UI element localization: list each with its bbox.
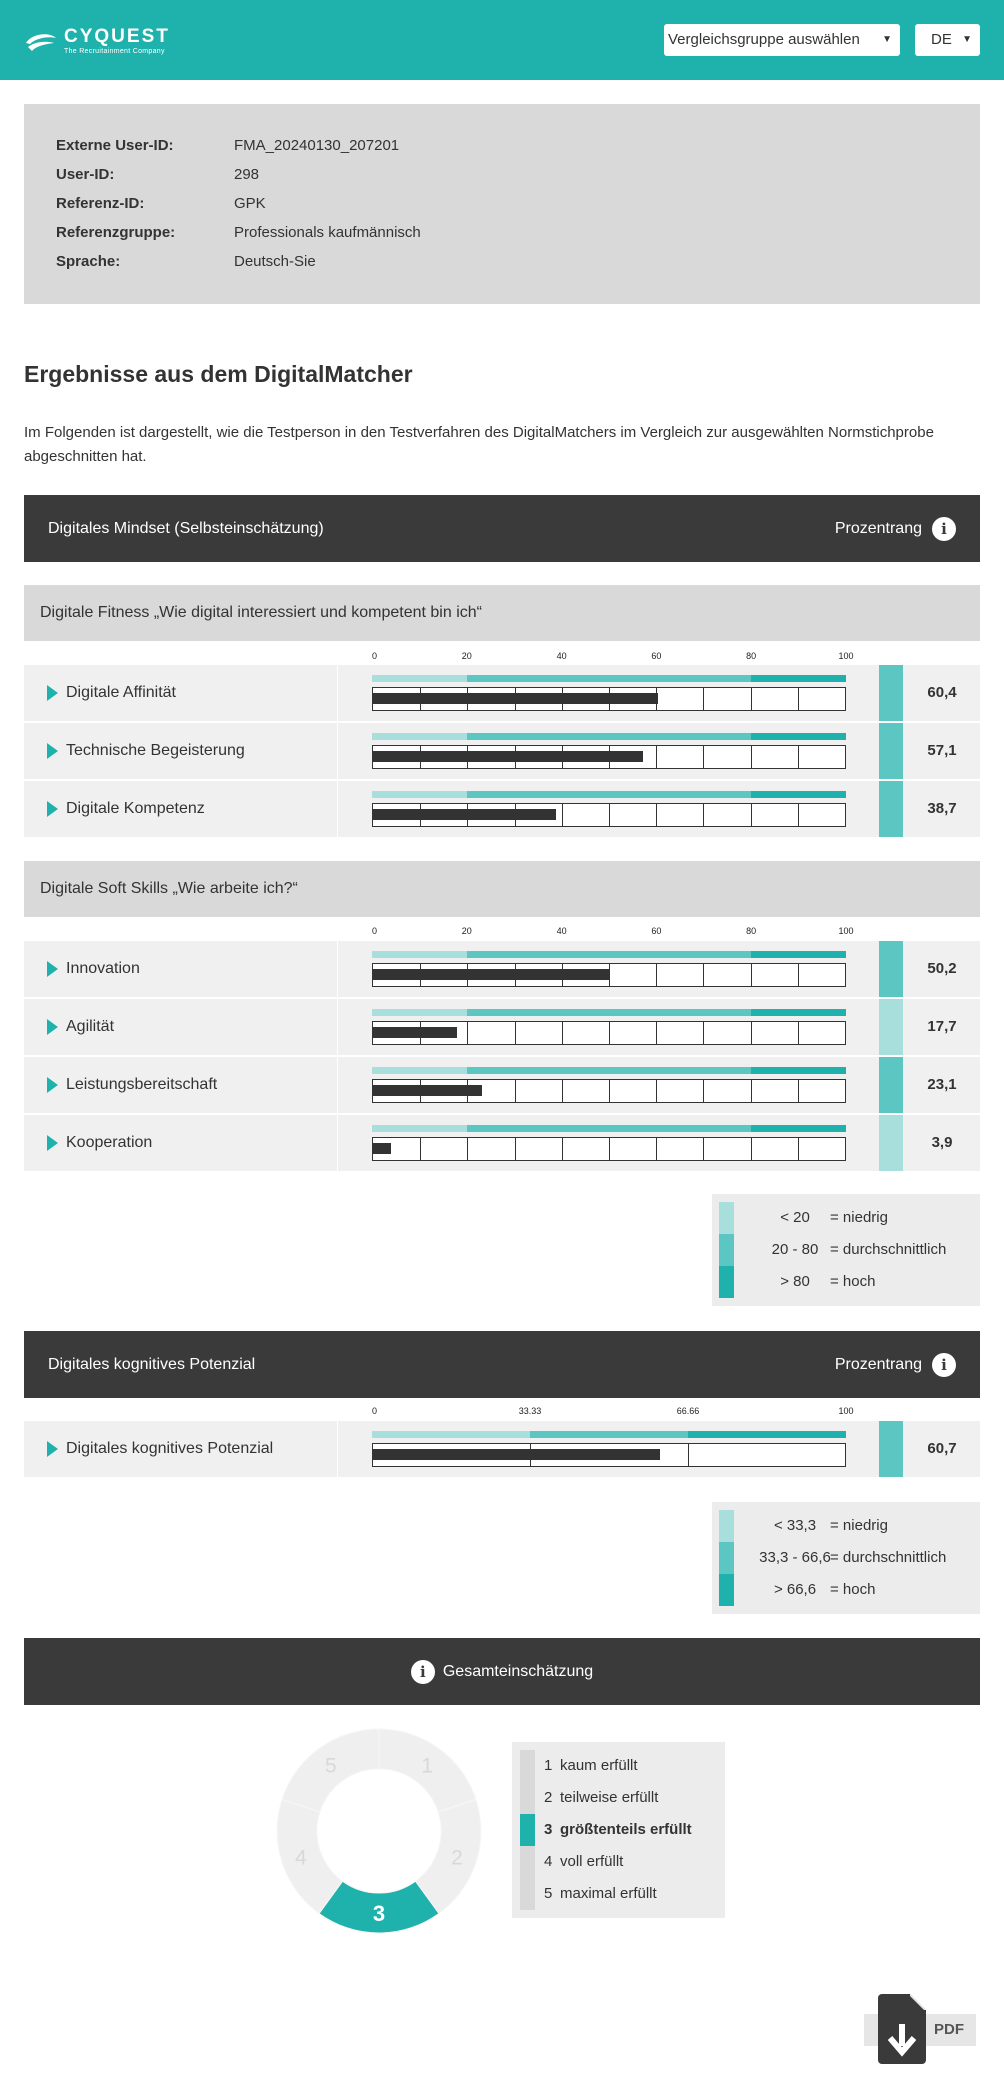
expand-arrow-icon[interactable] — [47, 1441, 58, 1457]
info-key: Sprache: — [56, 253, 121, 270]
expand-arrow-icon[interactable] — [47, 1135, 58, 1151]
legend-range: < 33,3 — [773, 1517, 817, 1534]
percentile-grid — [372, 745, 846, 769]
range-band-low — [372, 791, 467, 798]
grid-line — [562, 804, 563, 826]
percentile-score: 60,7 — [904, 1421, 980, 1477]
axis-tick-label: 60 — [651, 651, 662, 661]
language-select-value: DE — [931, 31, 952, 48]
grid-line — [703, 964, 704, 986]
percentile-score: 57,1 — [904, 723, 980, 779]
percentile-bar-chart — [372, 1009, 846, 1045]
cyquest-logo[interactable] — [24, 27, 170, 56]
grid-line — [562, 1022, 563, 1044]
intro-text: Im Folgenden ist dargestellt, wie die Testperson in den Testverfahren des DigitalMatchers im Vergleich zur ausgewählten Normstichprobe abgeschnitten hat. — [24, 424, 934, 465]
score-band-indicator — [879, 665, 903, 721]
rating-scale-item — [520, 1878, 725, 1910]
grid-line — [703, 1022, 704, 1044]
grid-line — [798, 1080, 799, 1102]
expand-arrow-icon[interactable] — [47, 1019, 58, 1035]
rating-indicator — [520, 1846, 535, 1878]
grid-line — [751, 746, 752, 768]
subsection-header-soft-skills: Digitale Soft Skills „Wie arbeite ich?“ — [24, 861, 980, 917]
cognitive-legend — [712, 1502, 980, 1614]
legend-row — [712, 1510, 980, 1542]
percentile-bar-chart — [372, 675, 846, 711]
rating-label: maximal erfüllt — [560, 1885, 657, 1902]
percentile-grid — [372, 963, 846, 987]
axis-tick-label: 80 — [746, 651, 757, 661]
expand-arrow-icon[interactable] — [47, 801, 58, 817]
range-band-high — [751, 791, 846, 798]
percentile-label: Prozentrang — [834, 1356, 922, 1373]
grid-line — [515, 1080, 516, 1102]
rating-number: 1 — [544, 1757, 553, 1774]
range-band-mid — [467, 1009, 751, 1016]
expand-arrow-icon[interactable] — [47, 685, 58, 701]
logo-name: CYQUEST — [64, 26, 170, 47]
legend-swatch — [719, 1574, 734, 1606]
grid-line — [467, 1022, 468, 1044]
top-header — [0, 0, 1004, 80]
axis-tick-label: 33.33 — [518, 1406, 542, 1416]
range-band-mid — [467, 1125, 751, 1132]
rating-number: 3 — [544, 1821, 553, 1838]
logo-icon — [24, 30, 58, 54]
legend-range: 20 - 80 — [771, 1241, 819, 1258]
result-label-cell[interactable] — [24, 781, 338, 837]
info-key: User-ID: — [56, 166, 115, 183]
percentile-score: 3,9 — [904, 1115, 980, 1171]
grid-line — [656, 1080, 657, 1102]
grid-line — [656, 964, 657, 986]
legend-row — [712, 1542, 980, 1574]
rating-scale — [512, 1742, 725, 1918]
result-row[interactable] — [24, 1115, 980, 1171]
grid-line — [703, 1138, 704, 1160]
range-band-mid — [467, 1067, 751, 1074]
section-title: Digitales Mindset (Selbsteinschätzung) — [48, 520, 324, 537]
legend-row — [712, 1202, 980, 1234]
percentile-bar-chart — [372, 951, 846, 987]
pdf-download-button[interactable] — [864, 1994, 978, 2064]
rating-scale-item — [520, 1846, 725, 1878]
result-label-cell[interactable] — [24, 941, 338, 997]
legend-description: = hoch — [830, 1581, 876, 1598]
score-band-indicator — [879, 941, 903, 997]
grid-line — [798, 1138, 799, 1160]
legend-row — [712, 1266, 980, 1298]
result-row[interactable] — [24, 941, 980, 997]
legend-row — [712, 1234, 980, 1266]
legend-range: < 20 — [780, 1209, 810, 1226]
axis-tick-label: 40 — [556, 651, 567, 661]
result-label: Digitale Affinität — [66, 684, 176, 701]
range-band-mid — [467, 791, 751, 798]
rating-scale-item — [520, 1782, 725, 1814]
result-label-cell[interactable] — [24, 1421, 338, 1477]
result-row[interactable] — [24, 665, 980, 721]
result-row[interactable] — [24, 781, 980, 837]
rating-indicator — [520, 1878, 535, 1910]
result-row[interactable] — [24, 1057, 980, 1113]
axis-tick-label: 100 — [838, 926, 854, 936]
axis-tick-label: 66.66 — [676, 1406, 700, 1416]
percentile-grid — [372, 1443, 846, 1467]
score-band-indicator — [879, 1421, 903, 1477]
grid-line — [562, 1080, 563, 1102]
grid-line — [703, 746, 704, 768]
grid-line — [609, 1022, 610, 1044]
percentile-header — [835, 1331, 956, 1398]
grid-line — [703, 688, 704, 710]
grid-line — [688, 1444, 689, 1466]
grid-line — [798, 804, 799, 826]
score-bar — [373, 1085, 482, 1096]
grid-line — [656, 804, 657, 826]
donut-segment-label: 2 — [451, 1846, 463, 1870]
range-band-mid — [467, 733, 751, 740]
donut-segment-label: 4 — [295, 1846, 307, 1870]
percentile-bar-chart — [372, 791, 846, 827]
rating-indicator — [520, 1814, 535, 1846]
legend-description: = niedrig — [830, 1517, 888, 1534]
grid-line — [751, 804, 752, 826]
legend-swatch — [719, 1202, 734, 1234]
axis-tick-label: 60 — [651, 926, 662, 936]
expand-arrow-icon[interactable] — [47, 961, 58, 977]
axis-ticks — [372, 1406, 854, 1420]
percentile-score: 50,2 — [904, 941, 980, 997]
chevron-down-icon: ▼ — [882, 34, 892, 45]
range-band-low — [372, 733, 467, 740]
donut-segment-label: 5 — [324, 1754, 337, 1778]
legend-description: = durchschnittlich — [830, 1241, 947, 1258]
grid-line — [703, 1080, 704, 1102]
percentile-grid — [372, 687, 846, 711]
legend-row — [712, 1574, 980, 1606]
score-bar — [373, 969, 610, 980]
percentile-bar-chart — [372, 1067, 846, 1103]
logo-subtitle: The Recruitainment Company — [64, 48, 165, 55]
grid-line — [703, 804, 704, 826]
result-label: Leistungsbereitschaft — [66, 1076, 218, 1093]
axis-tick-label: 40 — [556, 926, 567, 936]
expand-arrow-icon[interactable] — [47, 1077, 58, 1093]
score-bar — [373, 809, 556, 820]
percentile-grid — [372, 1137, 846, 1161]
result-label-cell[interactable] — [24, 665, 338, 721]
percentile-legend — [712, 1194, 980, 1306]
grid-line — [467, 1138, 468, 1160]
legend-range: 33,3 - 66,6 — [759, 1549, 831, 1566]
range-band-mid — [467, 951, 751, 958]
axis-ticks — [372, 926, 854, 940]
rating-scale-item — [520, 1750, 725, 1782]
result-label-cell[interactable] — [24, 1057, 338, 1113]
axis-tick-label: 0 — [372, 926, 378, 936]
comparison-group-select-value: Vergleichsgruppe auswählen — [668, 31, 860, 48]
range-band-low — [372, 1009, 467, 1016]
overall-rating-donut — [274, 1726, 484, 1936]
pdf-label: PDF — [934, 2021, 964, 2038]
rating-label: teilweise erfüllt — [560, 1789, 659, 1806]
overall-title: Gesamteinschätzung — [442, 1662, 594, 1680]
result-label: Digitales kognitives Potenzial — [66, 1440, 274, 1457]
result-label: Agilität — [66, 1018, 115, 1035]
range-band-high — [751, 1009, 846, 1016]
info-icon[interactable]: i — [932, 1353, 956, 1377]
result-label: Digitale Kompetenz — [66, 800, 205, 817]
section-title: Digitales kognitives Potenzial — [48, 1356, 256, 1373]
language-select[interactable] — [915, 24, 980, 56]
result-label: Innovation — [66, 960, 140, 977]
axis-tick-label: 20 — [461, 651, 472, 661]
rating-indicator — [520, 1750, 535, 1782]
axis-tick-label: 0 — [372, 1406, 378, 1416]
grid-line — [656, 1022, 657, 1044]
score-band-indicator — [879, 723, 903, 779]
info-value: Deutsch-Sie — [234, 253, 316, 270]
info-value: FMA_20240130_207201 — [234, 137, 400, 154]
score-band-indicator — [879, 1057, 903, 1113]
result-label: Technische Begeisterung — [66, 742, 245, 759]
legend-range: > 66,6 — [773, 1581, 817, 1598]
info-key: Referenzgruppe: — [56, 224, 176, 241]
rating-label: voll erfüllt — [560, 1853, 624, 1870]
percentile-score: 23,1 — [904, 1057, 980, 1113]
legend-description: = niedrig — [830, 1209, 888, 1226]
range-band-high — [751, 733, 846, 740]
percentile-score: 38,7 — [904, 781, 980, 837]
grid-line — [609, 1080, 610, 1102]
result-row[interactable] — [24, 723, 980, 779]
subsection-header-fitness: Digitale Fitness „Wie digital interessiert und kompetent bin ich“ — [24, 585, 980, 641]
legend-swatch — [719, 1510, 734, 1542]
range-band-low — [372, 1067, 467, 1074]
grid-line — [798, 688, 799, 710]
range-band-high — [751, 1067, 846, 1074]
info-icon[interactable]: i — [411, 1660, 435, 1684]
legend-range: > 80 — [780, 1273, 810, 1290]
percentile-grid — [372, 803, 846, 827]
result-label-cell[interactable] — [24, 999, 338, 1055]
score-band-indicator — [879, 781, 903, 837]
expand-arrow-icon[interactable] — [47, 743, 58, 759]
percentile-bar-chart — [372, 733, 846, 769]
score-bar — [373, 1449, 660, 1460]
grid-line — [562, 1138, 563, 1160]
info-icon[interactable]: i — [932, 517, 956, 541]
grid-line — [798, 746, 799, 768]
grid-line — [798, 964, 799, 986]
download-file-icon — [876, 1994, 928, 2064]
rating-number: 4 — [544, 1853, 553, 1870]
grid-line — [751, 1022, 752, 1044]
info-value: Professionals kaufmännisch — [234, 224, 421, 241]
range-band-high — [751, 675, 846, 682]
score-band-indicator — [879, 999, 903, 1055]
range-band-high — [751, 951, 846, 958]
score-bar — [373, 751, 643, 762]
legend-description: = hoch — [830, 1273, 876, 1290]
range-band-low — [372, 675, 467, 682]
result-label: Kooperation — [66, 1134, 153, 1151]
chevron-down-icon: ▼ — [962, 34, 972, 45]
result-label-cell[interactable] — [24, 723, 338, 779]
percentile-bar-chart — [372, 1125, 846, 1161]
percentile-header — [835, 495, 956, 562]
score-bar — [373, 1143, 391, 1154]
range-band-mid — [467, 675, 751, 682]
grid-line — [515, 1022, 516, 1044]
donut-segment-label: 1 — [421, 1754, 434, 1778]
range-band-high — [751, 1125, 846, 1132]
grid-line — [515, 1138, 516, 1160]
percentile-score: 60,4 — [904, 665, 980, 721]
percentile-grid — [372, 1079, 846, 1103]
percentile-score: 17,7 — [904, 999, 980, 1055]
grid-line — [609, 804, 610, 826]
rating-scale-item — [520, 1814, 725, 1846]
axis-tick-label: 0 — [372, 651, 378, 661]
grid-line — [656, 1138, 657, 1160]
result-row[interactable] — [24, 999, 980, 1055]
rating-label: größtenteils erfüllt — [560, 1821, 692, 1838]
info-key: Referenz-ID: — [56, 195, 145, 212]
range-band-mid — [530, 1431, 688, 1438]
info-value: GPK — [234, 195, 266, 212]
rating-number: 5 — [544, 1885, 553, 1902]
score-band-indicator — [879, 1115, 903, 1171]
legend-swatch — [719, 1266, 734, 1298]
grid-line — [609, 1138, 610, 1160]
axis-tick-label: 20 — [461, 926, 472, 936]
grid-line — [751, 688, 752, 710]
percentile-label: Prozentrang — [834, 520, 922, 537]
section-header-cognitive — [24, 1331, 980, 1398]
grid-line — [420, 1138, 421, 1160]
score-bar — [373, 1027, 457, 1038]
axis-ticks — [372, 651, 854, 665]
grid-line — [798, 1022, 799, 1044]
percentile-grid — [372, 1021, 846, 1045]
comparison-group-select[interactable] — [664, 24, 900, 56]
grid-line — [656, 746, 657, 768]
grid-line — [751, 964, 752, 986]
info-value: 298 — [234, 166, 260, 183]
rating-number: 2 — [544, 1789, 553, 1806]
grid-line — [751, 1138, 752, 1160]
axis-tick-label: 100 — [838, 651, 854, 661]
range-band-low — [372, 1125, 467, 1132]
rating-label: kaum erfüllt — [560, 1757, 638, 1774]
section-header-mindset — [24, 495, 980, 562]
range-band-low — [372, 1431, 530, 1438]
range-band-low — [372, 951, 467, 958]
info-key: Externe User-ID: — [56, 137, 174, 154]
axis-tick-label: 100 — [838, 1406, 854, 1416]
rating-indicator — [520, 1782, 535, 1814]
legend-description: = durchschnittlich — [830, 1549, 947, 1566]
donut-segment-label: 3 — [372, 1901, 386, 1926]
score-bar — [373, 693, 658, 704]
result-row[interactable] — [24, 1421, 980, 1477]
percentile-bar-chart — [372, 1431, 846, 1467]
page-title: Ergebnisse aus dem DigitalMatcher — [24, 361, 413, 387]
user-info-panel — [24, 104, 980, 304]
range-band-high — [688, 1431, 846, 1438]
legend-swatch — [719, 1542, 734, 1574]
axis-tick-label: 80 — [746, 926, 757, 936]
result-label-cell[interactable] — [24, 1115, 338, 1171]
legend-swatch — [719, 1234, 734, 1266]
overall-assessment-header[interactable] — [24, 1638, 980, 1705]
grid-line — [751, 1080, 752, 1102]
